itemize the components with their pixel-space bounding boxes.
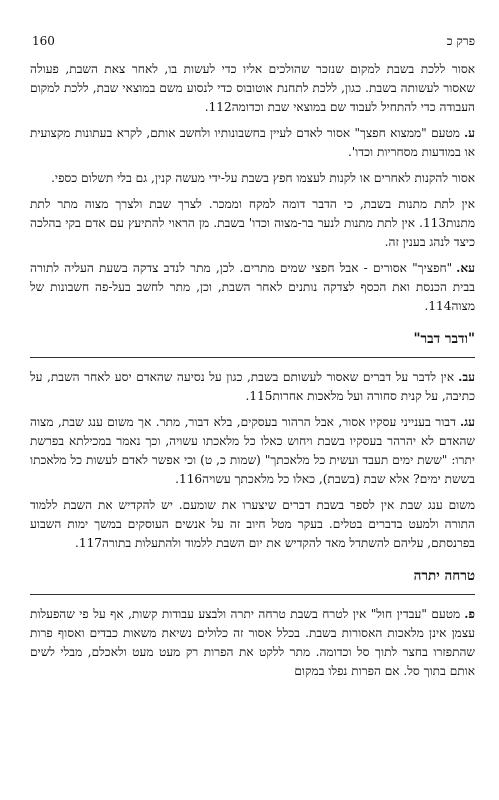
paragraph-label: פ. (464, 607, 475, 621)
paragraph-text: מטעם "ממצוא חפצך" אסור לאדם לעיין בחשבונותיו ולחשב אותם, לקרא בעתונות מקצועית או במודעות מסחריות וכדו'. (30, 126, 475, 159)
paragraph-text: "חפציך" אסורים - אבל חפצי שמים מתרים. לכן, מתר לנדב צדקה בשעת העליה לתורה בבית הכנסת ואת הכסף לצדקה נותנים לאחר השבת, וכן, מתר לחשב בעל-פה חשבונות של מצוה114. (30, 261, 475, 313)
paragraph: משום ענג שבת אין לספר בשבת דברים שיצערו את שומעם. יש להקדיש את השבת ללמוד התורה ולמעט בדברים בטלים. בעקר מטל חיוב זה על אנשים העוסקים במשך ימות השבוע בפרנסתם, עליהם להשתדל מאד להקדיש את יום השבת ללמוד ולהתעלות בתורה117. (30, 498, 475, 550)
paragraph: אין לתת מתנות בשבת, כי הדבר דומה למקח וממכר. לצרך שבת ולצרך מצוה מתר לתת מתנות113. אין לתת מתנות לנער בר-מצוה וכדו' בשבת. מן הראוי להתיעץ עם אדם בקי בהלכה כיצד לנהג בענין זה. (30, 197, 475, 249)
chapter-title: פרק כ (446, 34, 475, 48)
paragraph-text: דבור בענייני עסקיו אסור, אבל הרהור בעסקים, בלא דבור, מתר. אך משום ענג שבת, מצוה שהאדם לא יהרהר בעסקיו בשבת ויחוש כאלו כל מלאכתו עשויה, וכך נאמר במכילתא בפרשת יתרו: "ששת ימים תעבד ועשית כל מלאכתך" (שמות כ, ט) וכי אפשר לאדם לעשות כל מלאכתו בששת ימים? אלא שבת (בשבת), כאלו כל מלאכתך עשויה116. (30, 415, 475, 486)
paragraph-ayin-gimel (30, 413, 475, 489)
paragraph-ayin-bet (30, 368, 475, 406)
section-divider (30, 357, 475, 358)
page-header (32, 34, 475, 54)
page-body (30, 60, 475, 688)
paragraph-label: עב. (458, 370, 475, 384)
paragraph-text: אין לדבר על דברים שאסור לעשותם בשבת, כגון על נסיעה שהאדם יסע לאחר השבת, על כתיבה, על קנית סחורה ועל מלאכות אחרות115. (30, 370, 475, 403)
paragraph-label: עא. (456, 261, 475, 275)
paragraph-label: ע. (463, 126, 475, 140)
page-number: 160 (32, 34, 55, 48)
paragraph-ayin-alef (30, 259, 475, 316)
paragraph-label: עג. (459, 415, 475, 429)
paragraph: אסור להקנות לאחרים או לקנות לעצמו חפץ בשבת על-ידי מעשה קנין, גם בלי תשלום כספי. (51, 171, 475, 185)
section-title: "ודבר דבר" (413, 331, 475, 347)
paragraph-ayin (30, 124, 475, 162)
paragraph-peh (30, 605, 475, 681)
section-title: טרחה יתרה (413, 568, 475, 584)
paragraph: אסור ללכת בשבת למקום שנזכר שהולכים אליו כדי לעשות בו, לאחר צאת השבת, פעולה שאסור לעשותה בשבת. כגון, ללכת לתחנת אוטובוס כדי לנסוע משם במוצאי שבת, ללכת למקום העבודה כדי להתחיל לעבוד שם במוצאי שבת וכדומה112. (30, 62, 475, 114)
paragraph-text: מטעם "עבדין חול" אין לטרח בשבת טרחה יתרה ולבצע עבודות קשות, אף על פי שהפעלות עצמן אינן מלאכות האסורות בשבת. בכלל אסור זה כלולים נשיאת משאות כבדים ואסוף פרות שהתפזרו בחצר לתוך סל וכדומה. מתר ללקט את הפרות רק מעט מעט ולאכלם, מבלי לשים אותם בתוך סל. אם הפרות נפלו במקום (30, 607, 475, 678)
section-divider (30, 594, 475, 595)
